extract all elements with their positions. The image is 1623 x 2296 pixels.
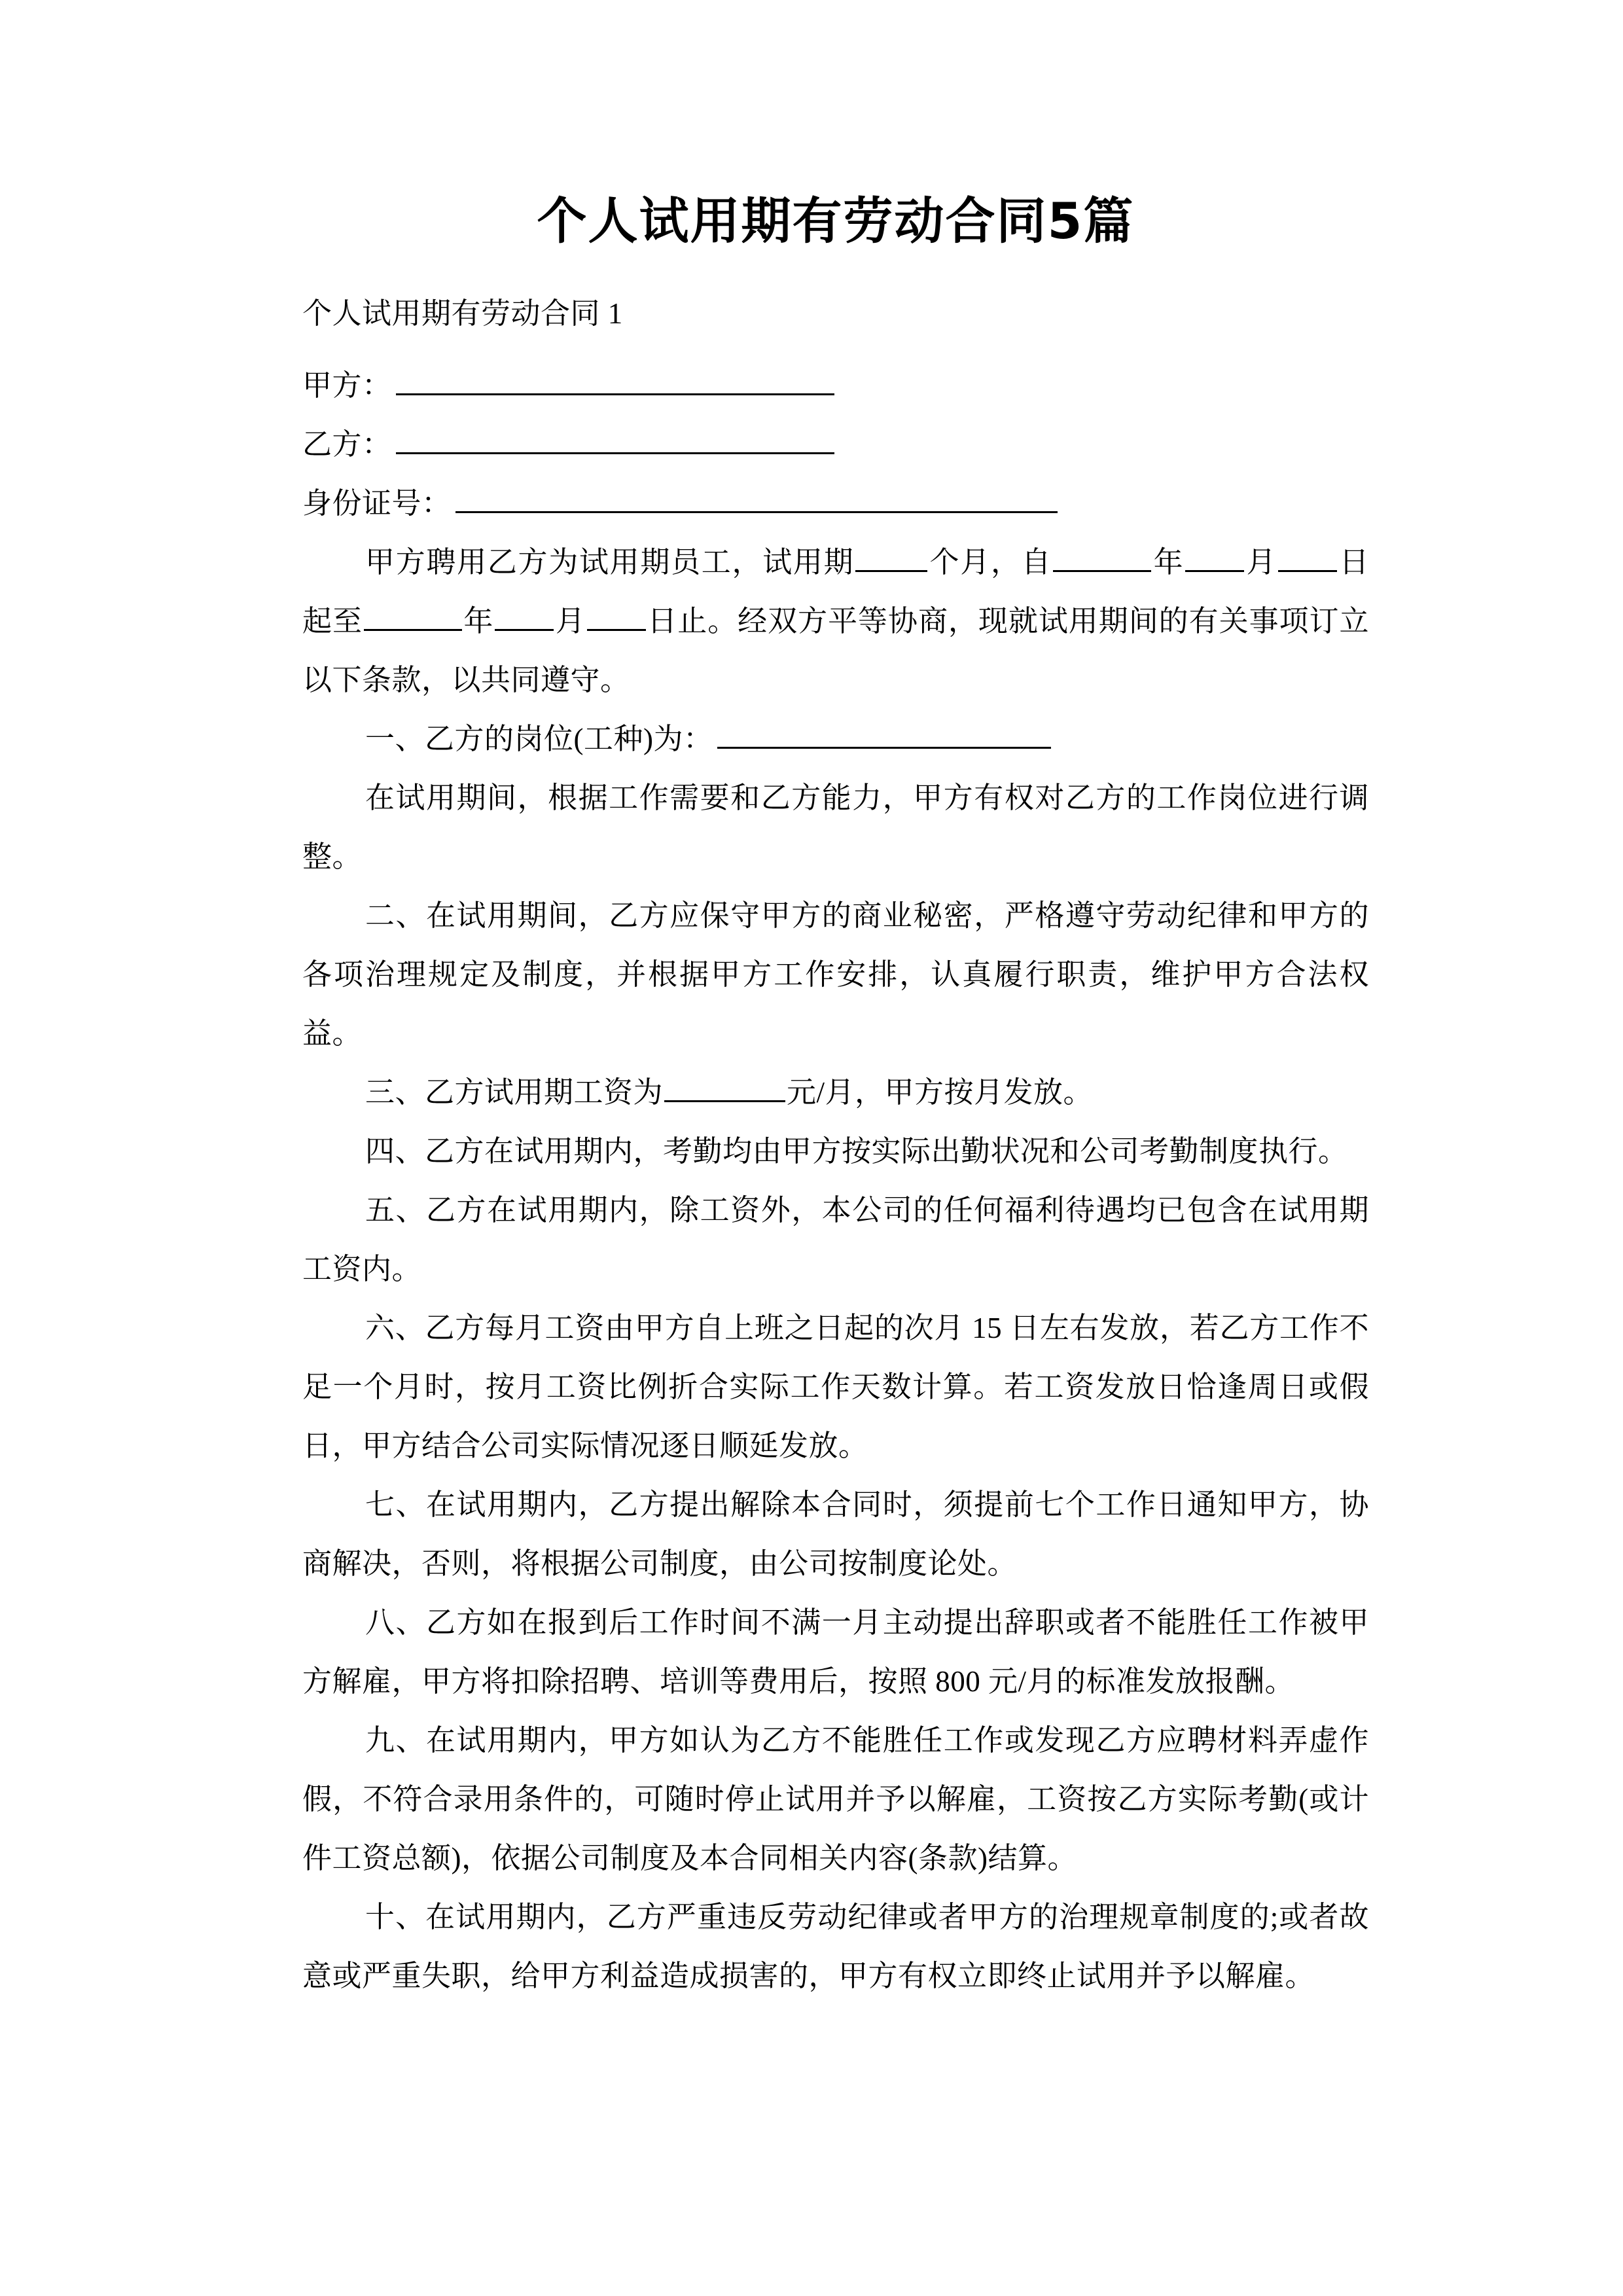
clause-3-prefix: 三、乙方试用期工资为 [365, 1076, 664, 1109]
clause-1-position-label: 乙方的岗位(工种)为： [425, 723, 713, 755]
party-a-field-row [302, 356, 1369, 415]
clause-1-heading [302, 709, 1369, 768]
preamble-text-1: 甲方聘用乙方为试用期员工，试用期 [365, 546, 855, 579]
preamble-text-6: 年 [463, 605, 494, 637]
clause-2: 二、在试用期间，乙方应保守甲方的商业秘密，严格遵守劳动纪律和甲方的各项治理规定及制度，并根据甲方工作安排，认真履行职责，维护甲方合法权益。 [302, 899, 1369, 1050]
preamble-text-5: 日起至 [302, 546, 1369, 637]
position-blank[interactable] [717, 721, 1051, 749]
preamble-text-2: 个月，自 [929, 546, 1052, 579]
clause-3 [302, 1063, 1369, 1122]
clause-4: 四、乙方在试用期内，考勤均由甲方按实际出勤状况和公司考勤制度执行。 [365, 1135, 1348, 1168]
clause-5: 五、乙方在试用期内，除工资外，本公司的任何福利待遇均已包含在试用期工资内。 [302, 1194, 1369, 1285]
party-b-label: 乙方： [302, 428, 392, 461]
clause-7: 七、在试用期内，乙方提出解除本合同时，须提前七个工作日通知甲方，协商解决，否则，将根据公司制度，由公司按制度论处。 [302, 1488, 1369, 1580]
probation-months-blank[interactable] [855, 541, 927, 572]
document-subtitle: 个人试用期有劳动合同 1 [302, 297, 623, 330]
page-title: 个人试用期有劳动合同5篇 [537, 192, 1135, 250]
clause-10: 十、在试用期内，乙方严重违反劳动纪律或者甲方的治理规章制度的;或者故意或严重失职，给甲方利益造成损害的，甲方有权立即终止试用并予以解雇。 [302, 1901, 1369, 1992]
id-number-blank[interactable] [455, 485, 1058, 513]
preamble-text-7: 月 [555, 605, 586, 637]
start-year-blank[interactable] [1053, 541, 1151, 572]
preamble-paragraph [302, 533, 1369, 709]
clause-1-label: 一、 [365, 723, 425, 755]
preamble-text-3: 年 [1152, 546, 1185, 579]
clause-8: 八、乙方如在报到后工作时间不满一月主动提出辞职或者不能胜任工作被甲方解雇，甲方将扣除招聘、培训等费用后，按照 800 元/月的标准发放报酬。 [302, 1606, 1369, 1698]
party-a-label: 甲方： [302, 369, 392, 402]
end-year-blank[interactable] [364, 600, 462, 631]
start-month-blank[interactable] [1185, 541, 1244, 572]
id-number-label: 身份证号： [302, 487, 452, 520]
document-content [302, 0, 1369, 2005]
start-day-blank[interactable] [1278, 541, 1337, 572]
clause-3-suffix: 元/月，甲方按月发放。 [787, 1076, 1094, 1109]
spacer [302, 343, 1369, 356]
end-day-blank[interactable] [587, 600, 646, 631]
clause-6: 六、乙方每月工资由甲方自上班之日起的次月 15 日左右发放，若乙方工作不足一个月时，按月工资比例折合实际工作天数计算。若工资发放日恰逢周日或假日，甲方结合公司实际情况逐日顺延发放。 [302, 1312, 1369, 1462]
end-month-blank[interactable] [495, 600, 554, 631]
party-b-blank[interactable] [396, 426, 834, 454]
preamble-text-4: 月 [1245, 546, 1277, 579]
preamble-text-8: 日止。经双方平等协商，现就试用期间的有关事项订立以下条款，以共同遵守。 [302, 605, 1369, 696]
clause-9: 九、在试用期内，甲方如认为乙方不能胜任工作或发现乙方应聘材料弄虚作假，不符合录用条件的，可随时停止试用并予以解雇，工资按乙方实际考勤(或计件工资总额)，依据公司制度及本合同相关内容(条款)结算。 [302, 1724, 1369, 1874]
id-number-field-row [302, 474, 1369, 533]
party-b-field-row [302, 415, 1369, 474]
clause-1-body: 在试用期间，根据工作需要和乙方能力，甲方有权对乙方的工作岗位进行调整。 [302, 781, 1369, 873]
party-a-blank[interactable] [396, 367, 834, 395]
salary-blank[interactable] [664, 1071, 785, 1102]
